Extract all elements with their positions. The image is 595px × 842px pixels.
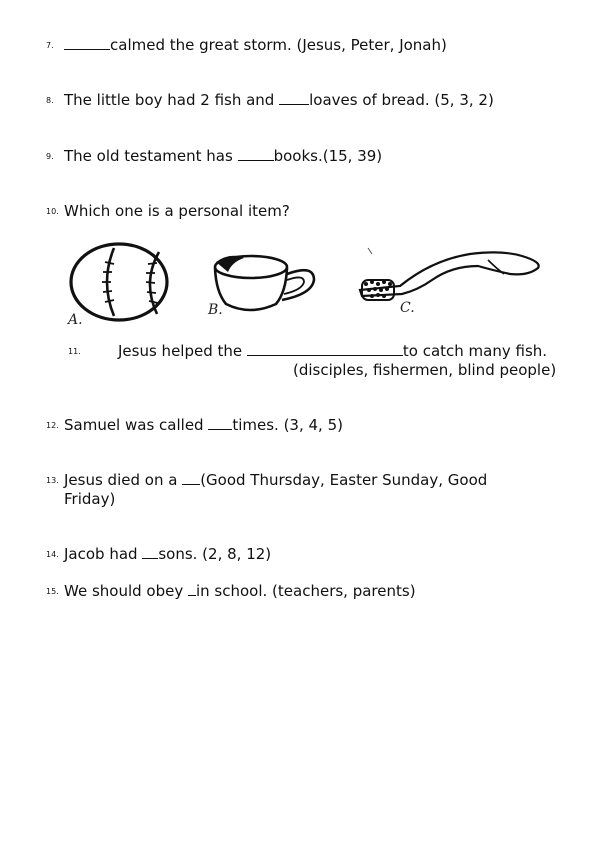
option-a-baseball[interactable] bbox=[62, 242, 192, 332]
question-text: The old testament has books.(15, 39) bbox=[64, 147, 383, 165]
question-text: Samuel was called times. (3, 4, 5) bbox=[64, 416, 343, 434]
question-number: 10. bbox=[46, 207, 59, 216]
question-number: 9. bbox=[46, 152, 54, 161]
option-b-label: B. bbox=[208, 302, 223, 318]
question-text: Jacob had sons. (2, 8, 12) bbox=[64, 545, 272, 563]
question-number: 13. bbox=[46, 476, 59, 485]
option-b-cup[interactable] bbox=[204, 244, 326, 324]
option-a-label: A. bbox=[68, 312, 83, 328]
question-text: calmed the great storm. (Jesus, Peter, Jonah) bbox=[64, 36, 447, 55]
question-text-continued: Friday) bbox=[64, 490, 116, 508]
answer-blank[interactable] bbox=[188, 582, 196, 596]
question-number: 12. bbox=[46, 421, 59, 430]
question-text: Which one is a personal item? bbox=[64, 202, 290, 220]
question-text: Jesus helped the to catch many fish. bbox=[118, 342, 548, 360]
question-number: 14. bbox=[46, 550, 59, 559]
question-options: (disciples, fishermen, blind people) bbox=[293, 361, 557, 379]
answer-blank[interactable] bbox=[142, 545, 158, 559]
option-c-toothbrush[interactable] bbox=[352, 246, 548, 322]
option-c-label: C. bbox=[400, 300, 415, 316]
answer-blank[interactable] bbox=[64, 36, 110, 50]
question-number: 15. bbox=[46, 587, 59, 596]
answer-blank[interactable] bbox=[247, 342, 403, 356]
answer-blank[interactable] bbox=[182, 471, 200, 485]
answer-blank[interactable] bbox=[238, 147, 274, 161]
question-text: Jesus died on a (Good Thursday, Easter Sunday, Good bbox=[64, 471, 488, 489]
question-text: We should obey in school. (teachers, parents) bbox=[64, 582, 416, 600]
question-number: 11. bbox=[68, 347, 81, 356]
answer-blank[interactable] bbox=[208, 416, 232, 430]
answer-blank[interactable] bbox=[279, 91, 309, 105]
question-number: 8. bbox=[46, 96, 54, 105]
question-number: 7. bbox=[46, 41, 54, 50]
toothbrush-icon bbox=[352, 246, 548, 322]
question-text: The little boy had 2 fish and loaves of bread. (5, 3, 2) bbox=[64, 91, 494, 109]
